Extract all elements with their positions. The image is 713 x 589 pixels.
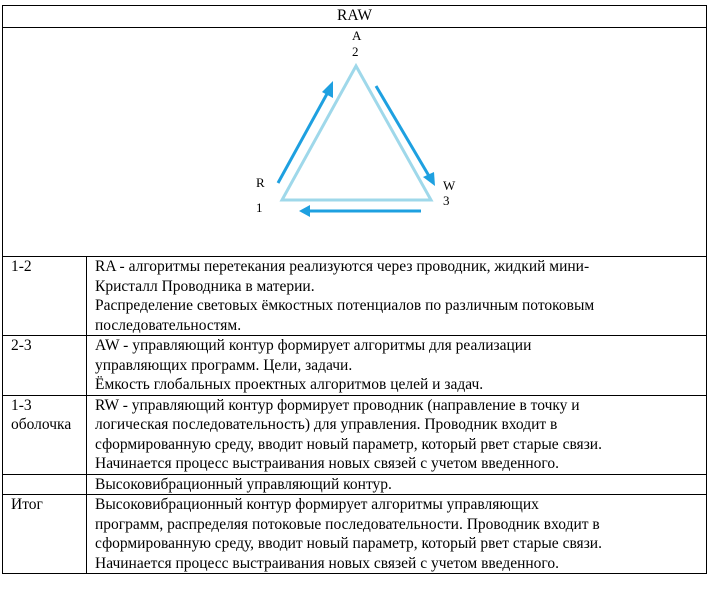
table-row [3,257,707,336]
raw-triangle-diagram [3,28,706,256]
row-text-line: сформированную среду, вводит новый параметр, который рвет старые связи. [95,535,602,552]
row-text-line: Высоковибрационный контур формирует алгоритмы управляющих [95,496,539,513]
row-text-line: Кристалл Проводника в материи. [95,277,315,295]
row-text-line: Распределение световых ёмкостных потенциалов по различным потоковым [95,297,595,314]
vertex-w-number: 3 [443,193,450,208]
row-label-text: 2-3 [11,337,32,354]
table-header-row [3,6,707,28]
row-text-line: программ, распределяя потоковые последовательности. Проводник входит в [95,515,600,533]
arrow-w-to-r [299,205,421,217]
row-text-line: логическая последовательность) для управления. Проводник входит в [95,416,558,433]
row-text [87,474,707,495]
row-text-line: последовательностям. [95,316,242,334]
row-text-line: AW - управляющий контур формирует алгоритмы для реализации [95,337,532,354]
arrow-r-to-a [278,81,333,183]
vertex-a-number: 2 [352,44,359,59]
row-text-line: Начинается процесс выстраивания новых связей с учетом введенного. [95,455,560,472]
row-label-subtext: оболочка [11,416,72,433]
row-text-line: Начинается процесс выстраивания новых связей с учетом введенного. [95,554,560,572]
row-text-line: сформированную среду, вводит новый параметр, который рвет старые связи. [95,435,602,453]
row-label [3,474,87,495]
row-text-line: управляющих программ. Цели, задачи. [95,356,353,374]
row-label [3,257,87,336]
row-text [87,336,707,396]
vertex-r-letter: R [256,175,265,190]
row-label [3,495,87,574]
row-label-text: 1-3 [11,396,32,414]
row-text [87,257,707,336]
row-text-line: RW - управляющий контур формирует проводник (направление в точку и [95,396,580,414]
row-text [87,495,707,574]
raw-table [2,5,707,574]
table-row [3,395,707,474]
row-label-text: 1-2 [11,258,32,275]
vertex-w-letter: W [443,178,456,193]
row-label [3,395,87,474]
diagram-row [3,28,707,257]
row-text-line: Высоковибрационный управляющий контур. [95,475,392,493]
row-label-text: Итог [11,496,43,513]
table-title: RAW [3,6,707,28]
diagram-cell [3,28,707,257]
vertex-r-number: 1 [256,200,263,215]
row-text [87,395,707,474]
table-row [3,474,707,495]
row-label [3,336,87,396]
arrow-a-to-w [376,86,435,186]
table-row [3,495,707,574]
row-text-line: RA - алгоритмы перетекания реализуются через проводник, жидкий мини- [95,258,590,275]
vertex-a-letter: A [352,28,362,43]
table-row [3,336,707,396]
row-text-line: Ёмкость глобальных проектных алгоритмов целей и задач. [95,376,484,393]
